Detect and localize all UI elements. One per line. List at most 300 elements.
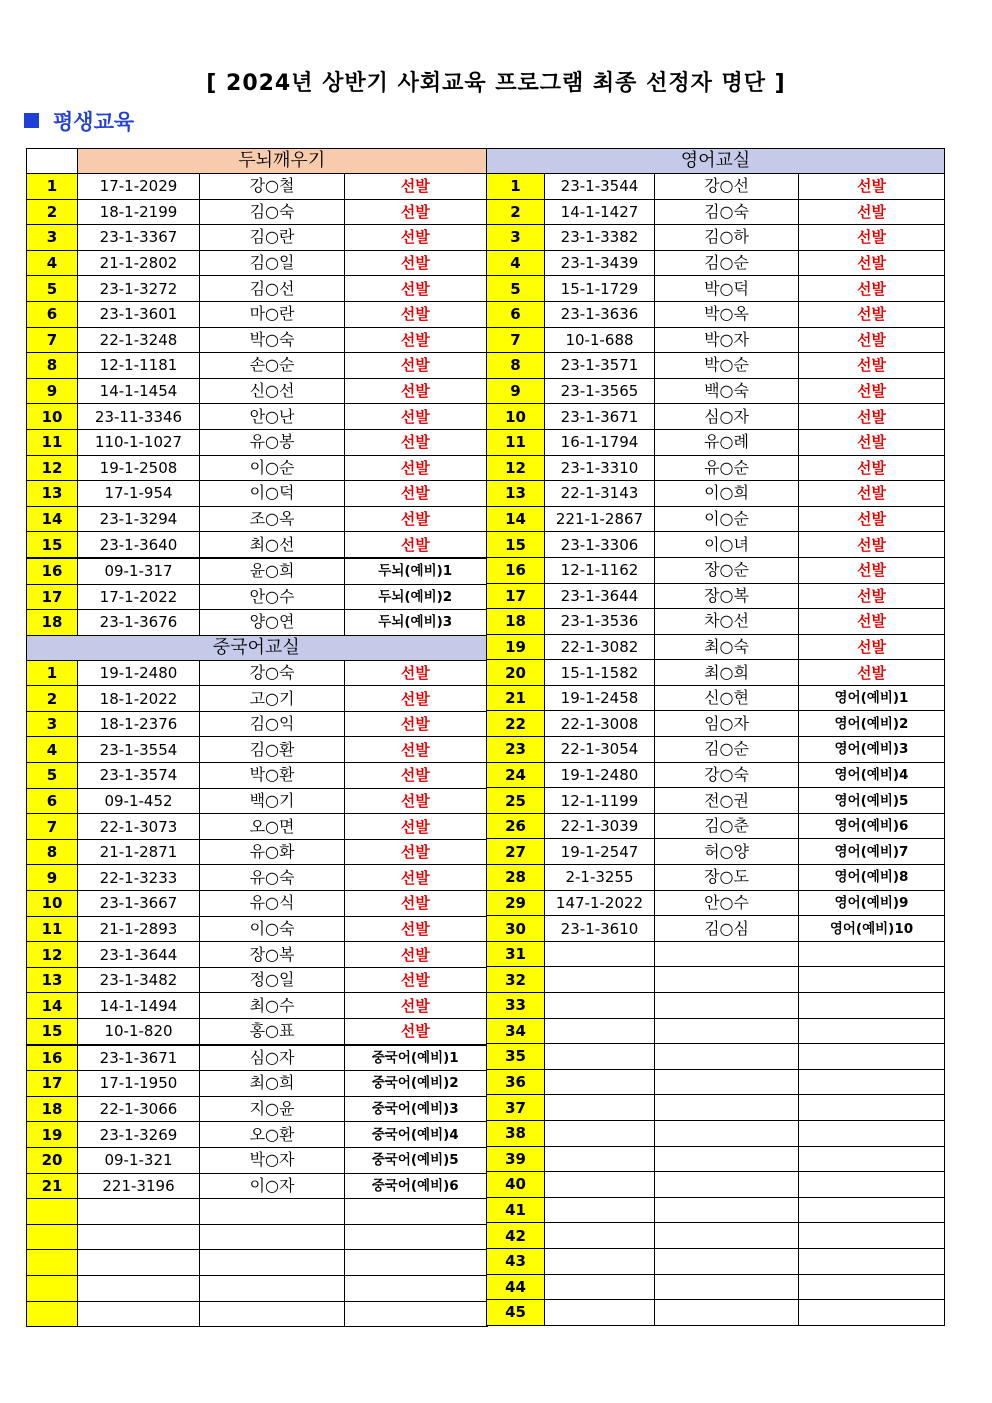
row-number [27, 1224, 78, 1250]
member-id [545, 1172, 655, 1198]
table-row [487, 225, 945, 251]
member-name: 강○철 [200, 174, 345, 200]
selection-status: 선발 [799, 660, 945, 686]
table-row [27, 839, 487, 865]
table-row [27, 763, 487, 789]
selection-status [799, 1274, 945, 1300]
member-name [655, 1248, 799, 1274]
table-row [27, 1250, 487, 1276]
member-id: 19-1-2458 [545, 685, 655, 711]
member-name: 최○숙 [655, 634, 799, 660]
table-row [487, 1120, 945, 1146]
member-id: 2-1-3255 [545, 865, 655, 891]
member-name [200, 1224, 345, 1250]
member-id: 12-1-1181 [78, 353, 200, 379]
member-id: 15-1-1729 [545, 276, 655, 302]
member-name [655, 1120, 799, 1146]
row-number [27, 1301, 78, 1327]
member-id [545, 1197, 655, 1223]
member-name: 허○양 [655, 839, 799, 865]
selection-status: 두뇌(예비)2 [345, 584, 487, 610]
table-row [487, 1044, 945, 1070]
member-name: 윤○희 [200, 558, 345, 584]
table-row [487, 1274, 945, 1300]
table-row [27, 993, 487, 1019]
member-id: 10-1-820 [78, 1019, 200, 1045]
row-number: 13 [487, 481, 545, 507]
member-id [545, 1095, 655, 1121]
selection-status: 선발 [799, 250, 945, 276]
member-name [200, 1301, 345, 1327]
member-name: 강○선 [655, 174, 799, 200]
row-number: 18 [27, 1096, 78, 1122]
header-blank-cell [27, 149, 78, 174]
selection-status [799, 1095, 945, 1121]
member-id: 21-1-2893 [78, 916, 200, 942]
member-id: 23-1-3269 [78, 1122, 200, 1148]
member-name: 최○희 [655, 660, 799, 686]
member-id [545, 1248, 655, 1274]
row-number: 10 [487, 404, 545, 430]
row-number: 7 [27, 327, 78, 353]
table-row [27, 174, 487, 200]
table-header-title: 영어교실 [487, 149, 945, 174]
member-id: 23-1-3644 [78, 942, 200, 968]
table-row [487, 506, 945, 532]
member-name: 지○윤 [200, 1096, 345, 1122]
table-row [487, 455, 945, 481]
row-number: 1 [487, 174, 545, 200]
table-row [487, 967, 945, 993]
left-table [26, 148, 488, 1327]
selection-status: 영어(예비)2 [799, 711, 945, 737]
selection-status: 영어(예비)6 [799, 813, 945, 839]
member-id: 221-3196 [78, 1173, 200, 1199]
selection-status: 선발 [345, 301, 487, 327]
selection-status: 선발 [799, 455, 945, 481]
member-name [200, 1275, 345, 1301]
selection-status: 선발 [345, 455, 487, 481]
table-row [487, 788, 945, 814]
row-number: 21 [27, 1173, 78, 1199]
section-label: 평생교육 [53, 110, 135, 134]
member-id [545, 1300, 655, 1326]
row-number: 2 [487, 199, 545, 225]
member-id: 23-1-3644 [545, 583, 655, 609]
row-number: 40 [487, 1172, 545, 1198]
table-row [487, 1223, 945, 1249]
selection-status [799, 941, 945, 967]
table-row [27, 378, 487, 404]
selection-status [799, 1120, 945, 1146]
selection-status: 선발 [799, 481, 945, 507]
member-id: 23-1-3439 [545, 250, 655, 276]
member-id: 15-1-1582 [545, 660, 655, 686]
member-id [78, 1199, 200, 1225]
member-id: 19-1-2508 [78, 455, 200, 481]
selection-status [799, 1223, 945, 1249]
row-number: 12 [487, 455, 545, 481]
member-id [545, 1018, 655, 1044]
selection-status: 선발 [345, 686, 487, 712]
selection-status [345, 1275, 487, 1301]
member-name: 이○덕 [200, 481, 345, 507]
member-id [545, 1146, 655, 1172]
table-row [27, 1301, 487, 1327]
table-row [27, 737, 487, 763]
member-id: 19-1-2480 [545, 762, 655, 788]
member-name: 오○환 [200, 1122, 345, 1148]
selection-status: 선발 [345, 506, 487, 532]
member-id: 12-1-1199 [545, 788, 655, 814]
member-name: 장○도 [655, 865, 799, 891]
row-number: 8 [27, 353, 78, 379]
square-bullet-icon [24, 113, 39, 128]
table-row [487, 557, 945, 583]
member-name: 오○면 [200, 814, 345, 840]
selection-status: 선발 [345, 993, 487, 1019]
selection-status [799, 1172, 945, 1198]
table-row [27, 788, 487, 814]
member-name [655, 1274, 799, 1300]
member-id: 23-11-3346 [78, 404, 200, 430]
member-name [655, 1223, 799, 1249]
row-number: 16 [27, 1045, 78, 1071]
member-name: 김○일 [200, 250, 345, 276]
member-name [200, 1199, 345, 1225]
member-name: 심○자 [200, 1045, 345, 1071]
member-id: 23-1-3536 [545, 609, 655, 635]
table-row [487, 685, 945, 711]
english-table [486, 148, 945, 1326]
row-number: 20 [487, 660, 545, 686]
row-number: 18 [487, 609, 545, 635]
table-row [27, 1122, 487, 1148]
selection-status: 선발 [345, 276, 487, 302]
row-number: 42 [487, 1223, 545, 1249]
selection-status: 선발 [345, 429, 487, 455]
table-row [27, 558, 487, 584]
row-number: 17 [487, 583, 545, 609]
selection-status: 중국어(예비)4 [345, 1122, 487, 1148]
member-id: 23-1-3671 [545, 404, 655, 430]
table-row [27, 301, 487, 327]
member-name: 김○하 [655, 225, 799, 251]
section-heading [24, 106, 134, 136]
table-row [27, 660, 487, 686]
member-id: 22-1-3066 [78, 1096, 200, 1122]
selection-status: 선발 [799, 609, 945, 635]
selection-status: 선발 [799, 301, 945, 327]
member-id: 09-1-452 [78, 788, 200, 814]
table-row [487, 839, 945, 865]
member-id: 09-1-317 [78, 558, 200, 584]
table-row [27, 1173, 487, 1199]
table-row [27, 199, 487, 225]
selection-status: 선발 [345, 891, 487, 917]
member-id: 19-1-2480 [78, 660, 200, 686]
member-name: 최○선 [200, 532, 345, 558]
selection-status: 선발 [345, 1019, 487, 1045]
table-row [27, 916, 487, 942]
member-id: 18-1-2199 [78, 199, 200, 225]
table-row [487, 813, 945, 839]
row-number: 25 [487, 788, 545, 814]
table-header-title: 두뇌깨우기 [78, 149, 487, 174]
row-number: 30 [487, 916, 545, 942]
selection-status: 선발 [345, 225, 487, 251]
member-name: 양○연 [200, 610, 345, 636]
table-row [487, 583, 945, 609]
table-row [27, 250, 487, 276]
member-id [78, 1301, 200, 1327]
member-name [655, 1300, 799, 1326]
member-name: 유○식 [200, 891, 345, 917]
selection-status: 선발 [345, 404, 487, 430]
table-row [27, 1147, 487, 1173]
member-id: 18-1-2376 [78, 711, 200, 737]
table-row [27, 327, 487, 353]
member-name: 유○숙 [200, 865, 345, 891]
row-number: 14 [27, 993, 78, 1019]
table-row [27, 1071, 487, 1097]
member-id [545, 941, 655, 967]
table-row [487, 865, 945, 891]
row-number [27, 1250, 78, 1276]
member-id [545, 1274, 655, 1300]
selection-status: 선발 [345, 763, 487, 789]
row-number: 9 [487, 378, 545, 404]
table-row [487, 404, 945, 430]
member-id: 14-1-1494 [78, 993, 200, 1019]
row-number: 13 [27, 967, 78, 993]
selection-status: 선발 [345, 174, 487, 200]
member-name: 김○란 [200, 225, 345, 251]
table-row [27, 353, 487, 379]
table-row [487, 737, 945, 763]
row-number: 15 [27, 1019, 78, 1045]
table-row [27, 429, 487, 455]
member-name: 이○순 [200, 455, 345, 481]
selection-status: 선발 [345, 378, 487, 404]
member-name: 이○숙 [200, 916, 345, 942]
member-name: 신○선 [200, 378, 345, 404]
member-name: 박○자 [655, 327, 799, 353]
table-row [487, 916, 945, 942]
selection-status: 영어(예비)7 [799, 839, 945, 865]
member-id [545, 1069, 655, 1095]
member-name: 박○자 [200, 1147, 345, 1173]
member-id [545, 1044, 655, 1070]
member-name: 전○권 [655, 788, 799, 814]
member-name: 김○익 [200, 711, 345, 737]
table-row [487, 532, 945, 558]
selection-status [345, 1224, 487, 1250]
member-name: 홍○표 [200, 1019, 345, 1045]
row-number: 23 [487, 737, 545, 763]
selection-status: 영어(예비)1 [799, 685, 945, 711]
member-name: 마○란 [200, 301, 345, 327]
member-name: 유○례 [655, 429, 799, 455]
member-name: 유○순 [655, 455, 799, 481]
row-number: 31 [487, 941, 545, 967]
member-id: 17-1-954 [78, 481, 200, 507]
selection-status: 선발 [345, 942, 487, 968]
table-row [27, 865, 487, 891]
table-row [487, 250, 945, 276]
table-header-title: 중국어교실 [27, 635, 487, 660]
member-id: 14-1-1454 [78, 378, 200, 404]
member-id [545, 967, 655, 993]
row-number: 36 [487, 1069, 545, 1095]
row-number: 1 [27, 174, 78, 200]
row-number: 12 [27, 455, 78, 481]
brain-header-row [27, 149, 487, 174]
row-number: 8 [487, 353, 545, 379]
member-name: 이○자 [200, 1173, 345, 1199]
row-number: 19 [487, 634, 545, 660]
selection-status: 선발 [799, 378, 945, 404]
row-number: 14 [487, 506, 545, 532]
table-row [487, 1069, 945, 1095]
selection-status: 선발 [799, 199, 945, 225]
selection-status: 선발 [345, 916, 487, 942]
table-row [487, 301, 945, 327]
table-row [27, 455, 487, 481]
table-row [27, 610, 487, 636]
table-row [487, 941, 945, 967]
table-row [487, 1300, 945, 1326]
selection-status: 선발 [345, 788, 487, 814]
member-name: 조○옥 [200, 506, 345, 532]
row-number: 32 [487, 967, 545, 993]
row-number: 3 [27, 711, 78, 737]
row-number: 3 [487, 225, 545, 251]
row-number: 11 [27, 429, 78, 455]
member-name: 이○순 [655, 506, 799, 532]
member-id: 23-1-3671 [78, 1045, 200, 1071]
table-row [487, 174, 945, 200]
table-row [487, 481, 945, 507]
member-id [545, 1223, 655, 1249]
member-id: 23-1-3610 [545, 916, 655, 942]
row-number: 17 [27, 584, 78, 610]
member-id: 110-1-1027 [78, 429, 200, 455]
selection-status: 선발 [799, 429, 945, 455]
selection-status: 영어(예비)3 [799, 737, 945, 763]
row-number [27, 1199, 78, 1225]
selection-status: 선발 [345, 865, 487, 891]
member-id [78, 1224, 200, 1250]
selection-status: 선발 [345, 660, 487, 686]
row-number: 5 [487, 276, 545, 302]
row-number: 18 [27, 610, 78, 636]
member-id: 19-1-2547 [545, 839, 655, 865]
table-row [27, 711, 487, 737]
row-number: 11 [27, 916, 78, 942]
selection-status: 영어(예비)9 [799, 890, 945, 916]
selection-status: 선발 [345, 839, 487, 865]
row-number: 12 [27, 942, 78, 968]
english-header-row [487, 149, 945, 174]
row-number: 10 [27, 404, 78, 430]
table-row [487, 711, 945, 737]
member-id [78, 1250, 200, 1276]
row-number: 16 [487, 557, 545, 583]
member-id: 22-1-3073 [78, 814, 200, 840]
row-number: 8 [27, 839, 78, 865]
row-number: 24 [487, 762, 545, 788]
selection-status: 선발 [345, 481, 487, 507]
row-number: 28 [487, 865, 545, 891]
member-name: 이○녀 [655, 532, 799, 558]
selection-status: 영어(예비)10 [799, 916, 945, 942]
table-row [27, 814, 487, 840]
selection-status: 선발 [345, 199, 487, 225]
selection-status [799, 1146, 945, 1172]
row-number: 7 [487, 327, 545, 353]
table-row [27, 481, 487, 507]
member-name: 신○현 [655, 685, 799, 711]
member-name: 유○봉 [200, 429, 345, 455]
row-number: 35 [487, 1044, 545, 1070]
chinese-header-row [27, 635, 487, 660]
member-name: 박○옥 [655, 301, 799, 327]
member-id: 17-1-2029 [78, 174, 200, 200]
table-row [487, 609, 945, 635]
member-id: 23-1-3601 [78, 301, 200, 327]
member-id: 09-1-321 [78, 1147, 200, 1173]
row-number: 43 [487, 1248, 545, 1274]
member-name: 강○숙 [655, 762, 799, 788]
member-id: 21-1-2871 [78, 839, 200, 865]
selection-status [799, 993, 945, 1019]
row-number: 10 [27, 891, 78, 917]
member-id: 16-1-1794 [545, 429, 655, 455]
table-row [27, 584, 487, 610]
selection-status: 선발 [345, 737, 487, 763]
member-name: 백○숙 [655, 378, 799, 404]
selection-status: 선발 [345, 814, 487, 840]
member-name: 심○자 [655, 404, 799, 430]
member-name: 박○순 [655, 353, 799, 379]
table-row [487, 1146, 945, 1172]
table-row [487, 1248, 945, 1274]
selection-status: 선발 [799, 174, 945, 200]
table-row [27, 276, 487, 302]
member-name: 임○자 [655, 711, 799, 737]
table-row [487, 660, 945, 686]
member-id: 22-1-3082 [545, 634, 655, 660]
member-id: 10-1-688 [545, 327, 655, 353]
table-row [27, 1275, 487, 1301]
member-name: 김○순 [655, 737, 799, 763]
member-id: 23-1-3565 [545, 378, 655, 404]
member-id: 23-1-3482 [78, 967, 200, 993]
member-id: 22-1-3248 [78, 327, 200, 353]
member-name: 안○수 [655, 890, 799, 916]
member-id: 14-1-1427 [545, 199, 655, 225]
member-id: 23-1-3574 [78, 763, 200, 789]
member-id: 147-1-2022 [545, 890, 655, 916]
selection-status: 영어(예비)5 [799, 788, 945, 814]
selection-status: 중국어(예비)6 [345, 1173, 487, 1199]
row-number: 44 [487, 1274, 545, 1300]
member-name: 강○숙 [200, 660, 345, 686]
row-number: 6 [27, 788, 78, 814]
member-name: 백○기 [200, 788, 345, 814]
row-number: 39 [487, 1146, 545, 1172]
